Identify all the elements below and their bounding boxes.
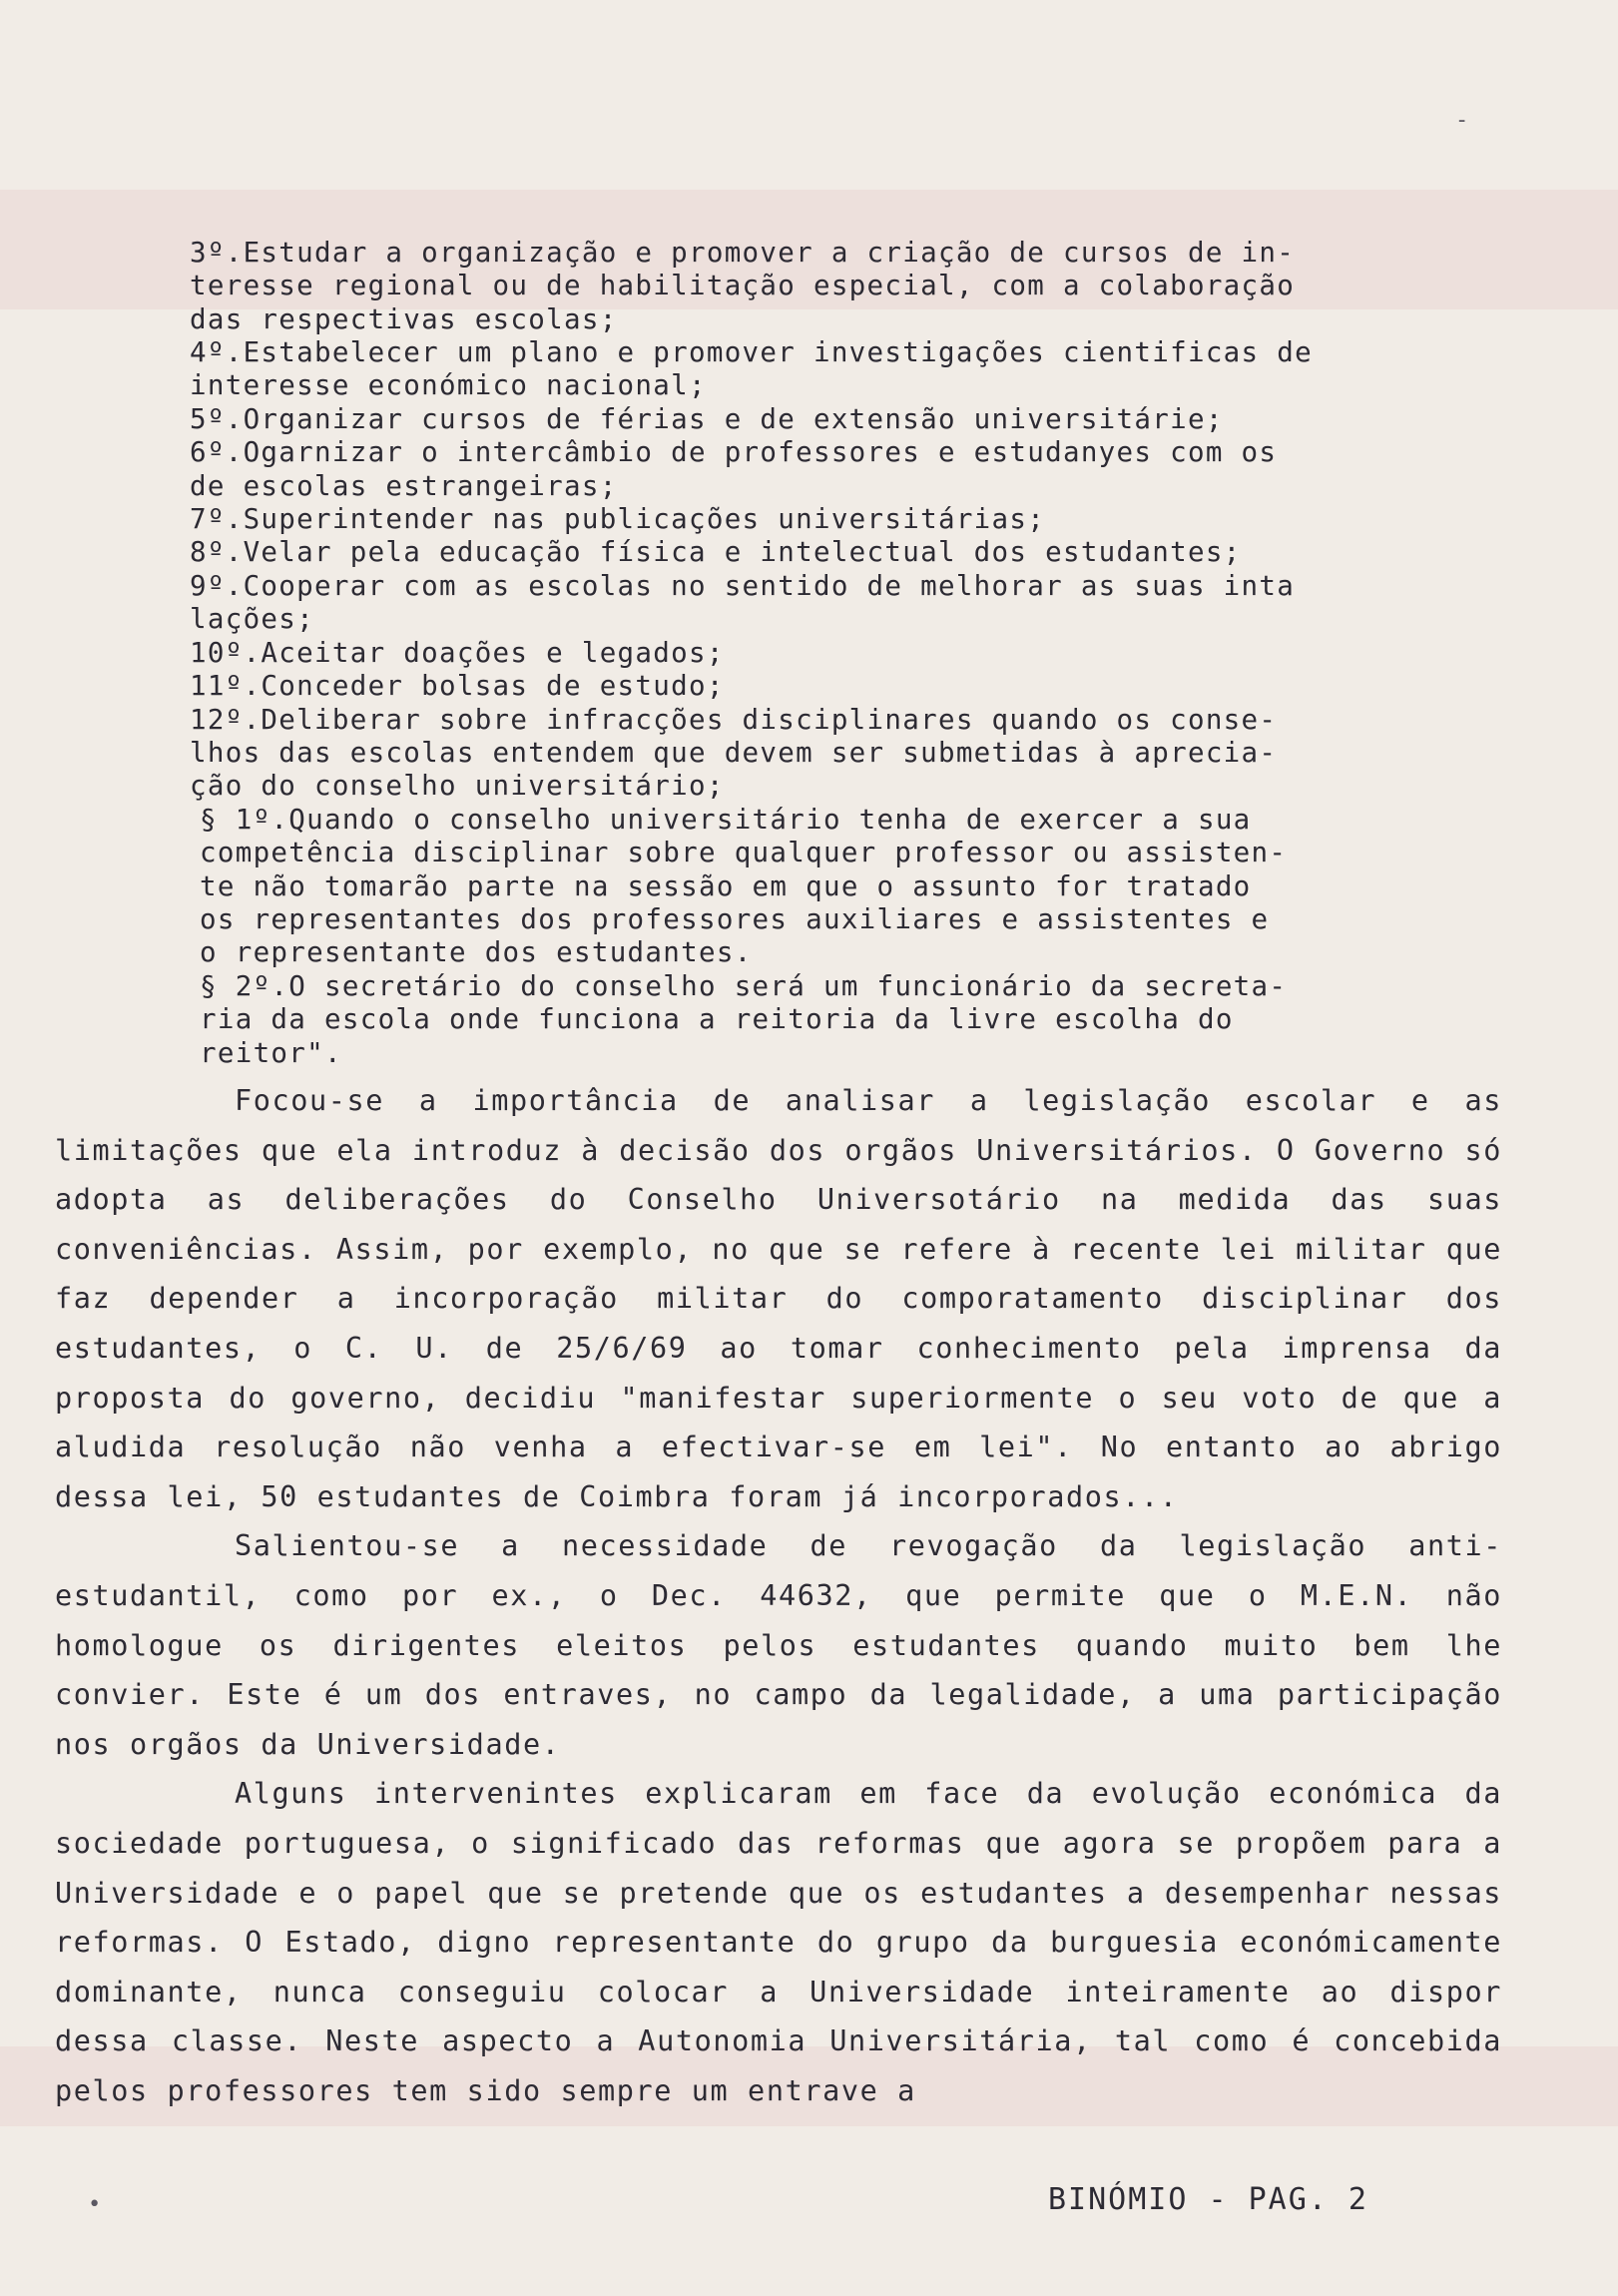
page-mark: • [88, 2192, 102, 2217]
body-paragraph: Alguns intervenintes explicaram em face da evolução económica da sociedade portuguesa, o significado das reformas que agora se propõem para a Universidade e o papel que se pretende que os estudantes a desempenhar nessas reformas. O Estado, digno representante do grupo da burguesia económicamente dominante, nunca conseguiu colocar a Universidade inteiramente ao dispor dessa classe. Neste aspecto a Autonomia Universitária, tal como é concebida pelos professores tem sido sempre um entrave a [55, 1777, 1502, 2107]
list-item-line: 9º.Cooperar com as escolas no sentido de melhorar as suas inta [190, 569, 1296, 602]
section-paragraph-line: competência disciplinar sobre qualquer professor ou assisten- [200, 837, 1288, 869]
section-paragraph-line: § 1º.Quando o conselho universitário tenha de exercer a sua [200, 803, 1252, 836]
list-item-line: 10º.Aceitar doações e legados; [190, 636, 725, 669]
body-paragraph: Focou-se a importância de analisar a legislação escolar e as limitações que ela introduz à decisão dos orgãos Universitários. O Governo só adopta as deliberações do Conselho Universotário na medida das suas conveniências. Assim, por exemplo, no que se refere à recente lei militar que faz depender a incorporação militar do comporatamento disciplinar dos estudantes, o C. U. de 25/6/69 ao tomar conhecimento pela imprensa da proposta do governo, decidiu "manifestar superiormente o seu voto de que a aludida resolução não venha a efectivar-se em lei". No entanto ao abrigo dessa lei, 50 estudantes de Coimbra foram já incorporados... [55, 1084, 1502, 1513]
section-paragraph-line: § 2º.O secretário do conselho será um funcionário da secreta- [200, 969, 1288, 1002]
list-item-line: 12º.Deliberar sobre infracções disciplinares quando os conse- [190, 703, 1278, 736]
section-paragraph-line: o representante dos estudantes. [200, 936, 753, 969]
section-paragraph-line: os representantes dos professores auxiliares e assistentes e [200, 902, 1270, 935]
list-item-line: lações; [190, 603, 314, 636]
list-item-line: 4º.Estabelecer um plano e promover investigações cientificas de [190, 336, 1313, 369]
article-list [190, 170, 1432, 1137]
body-paragraph: Salientou-se a necessidade de revogação da legislação anti-estudantil, como por ex., o Dec. 44632, que permite que o M.E.N. não homologue os dirigentes eleitos pelos estudantes quando muito bem lhe convier. Este é um dos entraves, no campo da legalidade, a uma participação nos orgãos da Universidade. [55, 1529, 1502, 1761]
body-text [55, 1076, 1502, 2115]
list-item-line: 6º.Ogarnizar o intercâmbio de professores e estudanyes com os [190, 436, 1278, 469]
list-item-line: de escolas estrangeiras; [190, 469, 618, 502]
list-item-line: interesse económico nacional; [190, 369, 707, 402]
page-footer: BINÓMIO - PAG. 2 [1048, 2182, 1368, 2217]
list-item-line: ção do conselho universitário; [190, 770, 725, 803]
list-item-line: das respectivas escolas; [190, 302, 618, 335]
list-item-line: lhos das escolas entendem que devem ser submetidas à aprecia- [190, 736, 1278, 769]
section-paragraph-line: reitor". [200, 1036, 342, 1069]
list-item-line: 8º.Velar pela educação física e intelectual dos estudantes; [190, 536, 1242, 569]
list-item-line: 7º.Superintender nas publicações universitárias; [190, 503, 1046, 536]
page-mark: - [1455, 108, 1469, 133]
list-item-line: 5º.Organizar cursos de férias e de extensão universitárie; [190, 402, 1224, 435]
list-item-line: teresse regional ou de habilitação especial, com a colaboração [190, 270, 1296, 302]
section-paragraph-line: te não tomarão parte na sessão em que o assunto for tratado [200, 869, 1252, 902]
section-paragraph-line: ria da escola onde funciona a reitoria da livre escolha do [200, 1003, 1234, 1036]
list-item-line: 3º.Estudar a organização e promover a criação de cursos de in- [190, 236, 1296, 269]
list-item-line: 11º.Conceder bolsas de estudo; [190, 670, 725, 703]
